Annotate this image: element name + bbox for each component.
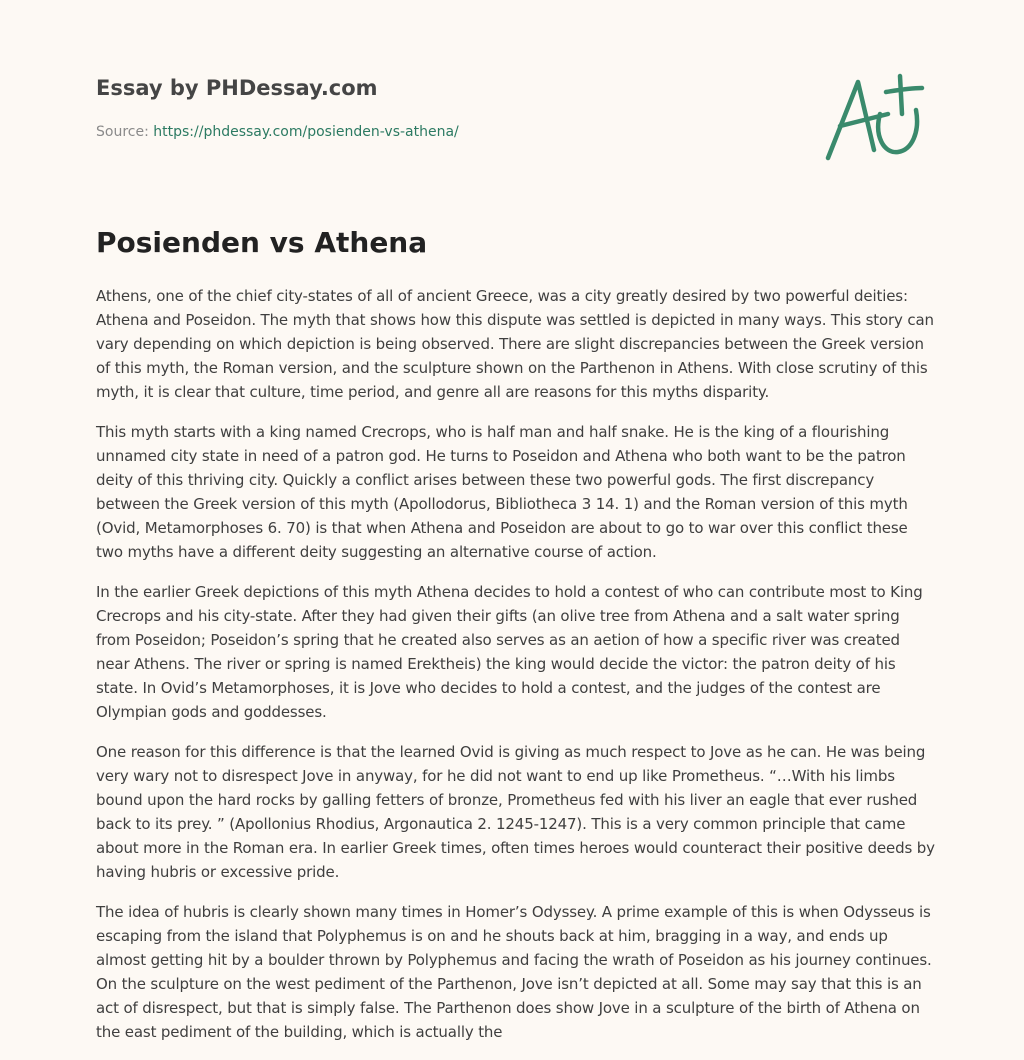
source-label: Source: xyxy=(96,124,149,140)
essay-paragraph: Athens, one of the chief city-states of all of ancient Greece, was a city greatly desired by two powerful deities: Athena and Poseidon. The myth that shows how this dispute was settled is depicted in many ways. This story can vary depending on which depiction is being observed. There are slight discrepancies between the Greek version of this myth, the Roman version, and the sculpture shown on the Parthenon in Athens. With close scrutiny of this myth, it is clear that culture, time period, and genre all are reasons for this myths disparity. xyxy=(96,287,934,401)
essay-body xyxy=(96,284,936,1060)
essay-paragraph: In the earlier Greek depictions of this myth Athena decides to hold a contest of who can contribute most to King Crecrops and his city-state. After they had given their gifts (an olive tree from Athena and a salt water spring from Poseidon; Poseidon’s spring that he created also serves as an aetion of how a specific river was created near Athens. The river or spring is named Erektheis) the king would decide the victor: the patron deity of his state. In Ovid’s Metamorphoses, it is Jove who decides to hold a contest, and the judges of the contest are Olympian gods and goddesses. xyxy=(96,583,923,721)
a-plus-logo-icon xyxy=(816,66,932,170)
site-brand: Essay by PHDessay.com xyxy=(96,76,378,100)
source-link[interactable]: https://phdessay.com/posienden-vs-athena/ xyxy=(153,124,459,140)
essay-title: Posienden vs Athena xyxy=(96,226,428,259)
essay-paragraph: One reason for this difference is that the learned Ovid is giving as much respect to Jove as he can. He was being very wary not to disrespect Jove in anyway, for he did not want to end up like Prometheus. “…With his limbs bound upon the hard rocks by galling fetters of bronze, Prometheus fed with his liver an eagle that ever rushed back to its prey. ” (Apollonius Rhodius, Argonautica 2. 1245-1247). This is a very common principle that came about more in the Roman era. In earlier Greek times, often times heroes would counteract their positive deeds by having hubris or excessive pride. xyxy=(96,743,935,881)
essay-paragraph: This myth starts with a king named Crecrops, who is half man and half snake. He is the king of a flourishing unnamed city state in need of a patron god. He turns to Poseidon and Athena who both want to be the patron deity of this thriving city. Quickly a conflict arises between these two powerful gods. The first discrepancy between the Greek version of this myth (Apollodorus, Bibliotheca 3 14. 1) and the Roman version of this myth (Ovid, Metamorphoses 6. 70) is that when Athena and Poseidon are about to go to war over this conflict these two myths have a different deity suggesting an alternative course of action. xyxy=(96,423,908,561)
source-line xyxy=(96,124,459,140)
essay-paragraph: The idea of hubris is clearly shown many times in Homer’s Odyssey. A prime example of this is when Odysseus is escaping from the island that Polyphemus is on and he shouts back at him, bragging in a way, and ends up almost getting hit by a boulder thrown by Polyphemus and facing the wrath of Poseidon as his journey continues. On the sculpture on the west pediment of the Parthenon, Jove isn’t depicted at all. Some may say that this is an act of disrespect, but that is simply false. The Parthenon does show Jove in a sculpture of the birth of Athena on the east pediment of the building, which is actually the xyxy=(96,903,932,1041)
